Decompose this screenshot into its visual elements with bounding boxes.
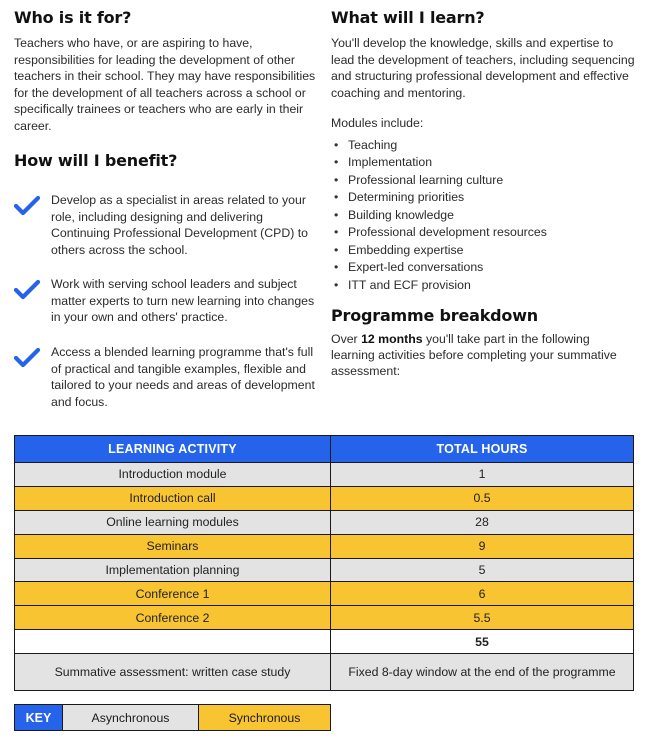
table-row xyxy=(15,534,634,558)
table-row xyxy=(15,582,634,606)
hours-cell: 28 xyxy=(331,510,634,534)
learn-text: You'll develop the knowledge, skills and expertise to lead the development of teachers, including sequencing and structuring professional development and effective coaching and mentoring. xyxy=(331,36,635,100)
who-text: Teachers who have, or are aspiring to have, responsibilities for leading the development of other teachers in their school. They may have responsibilities for the development of all teachers across a school or specifically trainees or teachers who are early in their career. xyxy=(14,36,316,133)
activity-cell: Conference 1 xyxy=(15,582,331,606)
benefit-heading: How will I benefit? xyxy=(14,151,178,170)
header-hours: TOTAL HOURS xyxy=(331,436,634,463)
activity-cell: Introduction module xyxy=(15,463,331,487)
module-item: • Embedding expertise xyxy=(331,242,636,260)
module-item: • Implementation xyxy=(331,154,636,172)
left-column xyxy=(14,8,319,409)
hours-cell: 9 xyxy=(331,534,634,558)
module-item: • Professional development resources xyxy=(331,224,636,242)
module-item: • Determining priorities xyxy=(331,189,636,207)
key-label: KEY xyxy=(15,705,62,730)
table-row xyxy=(15,606,634,630)
breakdown-text xyxy=(331,331,636,379)
hours-cell: 5 xyxy=(331,558,634,582)
learn-heading: What will I learn? xyxy=(331,8,485,27)
header-activity: LEARNING ACTIVITY xyxy=(15,436,331,463)
modules-list xyxy=(331,137,636,295)
benefit-text: Work with serving school leaders and subject matter experts to turn new learning into changes in your own and others' practice. xyxy=(51,277,315,324)
activity-cell: Introduction call xyxy=(15,486,331,510)
breakdown-heading: Programme breakdown xyxy=(331,306,538,325)
hours-cell: 5.5 xyxy=(331,606,634,630)
activity-cell: Online learning modules xyxy=(15,510,331,534)
table-row xyxy=(15,510,634,534)
summative-activity-cell: Summative assessment: written case study xyxy=(15,654,331,691)
hours-table xyxy=(14,435,634,691)
hours-cell: 6 xyxy=(331,582,634,606)
check-icon xyxy=(14,280,40,300)
module-item: • Building knowledge xyxy=(331,207,636,225)
right-column xyxy=(331,8,636,379)
modules-intro: Modules include: xyxy=(331,116,424,130)
summative-hours-cell: Fixed 8-day window at the end of the programme xyxy=(331,654,634,691)
hours-cell: 0.5 xyxy=(331,486,634,510)
breakdown-pre: Over xyxy=(331,332,362,346)
table-row xyxy=(15,558,634,582)
module-item: • Professional learning culture xyxy=(331,172,636,190)
module-item: • ITT and ECF provision xyxy=(331,277,636,295)
total-label-cell xyxy=(15,630,331,654)
total-row xyxy=(15,630,634,654)
table-row xyxy=(15,463,634,487)
module-item: • Expert-led conversations xyxy=(331,259,636,277)
key-legend xyxy=(14,704,331,731)
module-item: • Teaching xyxy=(331,137,636,155)
check-icon xyxy=(14,196,40,216)
benefit-text: Access a blended learning programme that's full of practical and tangible examples, flexible and tailored to your needs and areas of development and focus. xyxy=(51,345,315,409)
who-heading: Who is it for? xyxy=(14,8,132,27)
breakdown-post: you'll take part in the following learning activities before completing your summative assessment: xyxy=(331,332,617,378)
hours-cell: 1 xyxy=(331,463,634,487)
total-hours-cell: 55 xyxy=(331,630,634,654)
key-async: Asynchronous xyxy=(62,705,198,730)
check-icon xyxy=(14,348,40,368)
summative-row xyxy=(15,654,634,691)
benefit-text: Develop as a specialist in areas related to your role, including designing and delivering Continuing Professional Development (CPD) to others across the school. xyxy=(51,193,308,257)
activity-cell: Seminars xyxy=(15,534,331,558)
table-row xyxy=(15,486,634,510)
key-sync: Synchronous xyxy=(198,705,330,730)
breakdown-duration: 12 months xyxy=(361,332,423,346)
activity-cell: Conference 2 xyxy=(15,606,331,630)
activity-cell: Implementation planning xyxy=(15,558,331,582)
table-header-row xyxy=(15,436,634,463)
